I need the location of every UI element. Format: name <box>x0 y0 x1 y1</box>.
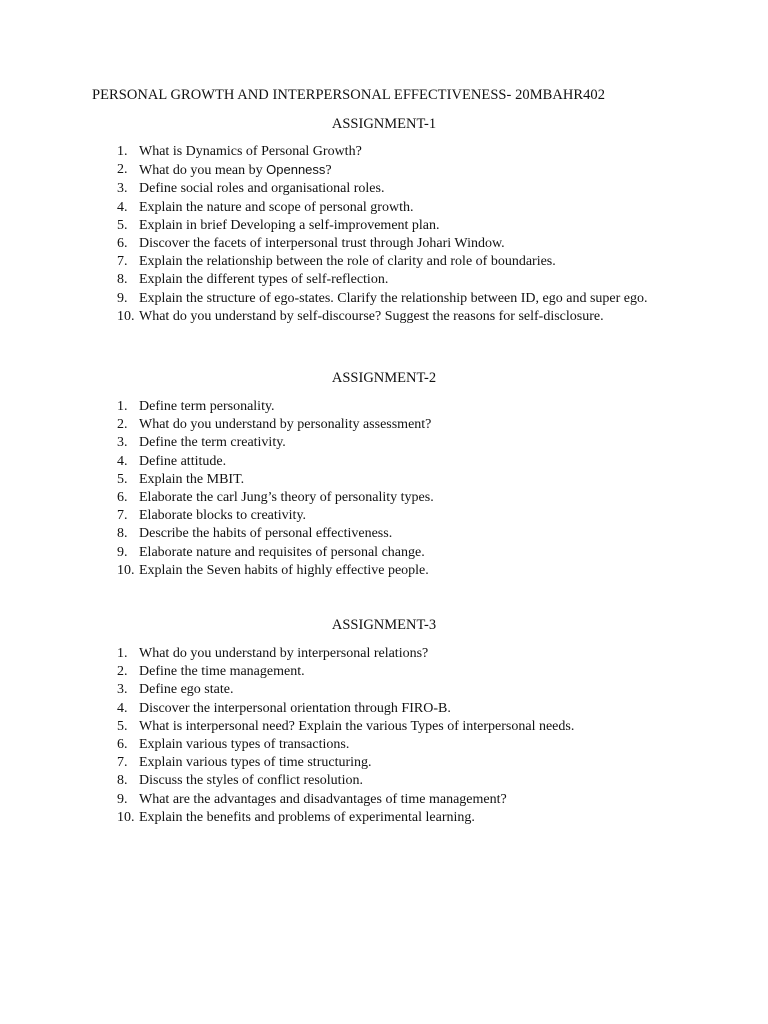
question-text: Discuss the styles of conflict resolution. <box>139 773 363 789</box>
question-item <box>111 308 681 326</box>
question-text: Define attitude. <box>139 453 227 469</box>
question-number: 5. <box>117 718 128 734</box>
question-text: Explain the Seven habits of highly effective people. <box>139 562 429 578</box>
question-text: Elaborate blocks to creativity. <box>139 508 307 524</box>
question-item <box>111 544 681 562</box>
question-text: What are the advantages and disadvantages of time management? <box>139 791 507 807</box>
question-number: 6. <box>117 490 128 506</box>
question-item <box>111 645 681 663</box>
question-number: 4. <box>117 700 128 716</box>
question-number: 8. <box>117 773 128 789</box>
question-item <box>111 525 681 543</box>
question-item <box>111 791 681 809</box>
assignment-3-question-list <box>111 645 681 827</box>
question-number: 2. <box>117 417 128 433</box>
question-text: Elaborate nature and requisites of personal change. <box>139 544 425 560</box>
question-number: 8. <box>117 272 128 288</box>
question-item <box>111 562 681 580</box>
question-number: 1. <box>117 144 128 159</box>
question-text: Define the term creativity. <box>139 435 286 451</box>
question-number: 9. <box>117 791 128 807</box>
question-number: 7. <box>117 755 128 771</box>
question-text: What do you understand by interpersonal relations? <box>139 646 429 661</box>
question-number: 10. <box>117 308 135 324</box>
question-text: Describe the habits of personal effectiveness. <box>139 526 393 542</box>
question-number: 5. <box>117 471 128 487</box>
question-text: What is Dynamics of Personal Growth? <box>139 144 362 159</box>
question-text: Discover the interpersonal orientation through FIRO-B. <box>139 700 451 716</box>
question-number: 2. <box>117 664 128 680</box>
question-text: Define term personality. <box>139 399 275 414</box>
question-text: Define the time management. <box>139 664 305 680</box>
question-number: 6. <box>117 236 128 252</box>
question-text: Define social roles and organisational roles. <box>139 181 385 197</box>
question-text: What do you mean by Openness? <box>139 162 332 179</box>
question-item <box>111 489 681 507</box>
question-text: Define ego state. <box>139 682 234 698</box>
question-number: 10. <box>117 809 135 825</box>
question-number: 6. <box>117 737 128 753</box>
question-item <box>111 398 681 416</box>
question-item <box>111 718 681 736</box>
question-item <box>111 507 681 525</box>
question-item <box>111 809 681 827</box>
question-item <box>111 736 681 754</box>
assignment-1-question-list <box>111 143 681 326</box>
question-item <box>111 143 681 161</box>
question-number: 7. <box>117 508 128 524</box>
question-text: Explain various types of time structuring. <box>139 755 372 771</box>
question-item <box>111 180 681 198</box>
question-number: 4. <box>117 199 128 215</box>
question-number: 3. <box>117 435 128 451</box>
question-number: 4. <box>117 453 128 469</box>
assignment-1-heading: ASSIGNMENT-1 <box>331 116 437 132</box>
assignment-2-heading: ASSIGNMENT-2 <box>331 370 437 386</box>
question-number: 1. <box>117 399 128 414</box>
question-number: 5. <box>117 217 128 233</box>
document-title: PERSONAL GROWTH AND INTERPERSONAL EFFECTIVENESS- 20MBAHR402 <box>92 87 606 103</box>
question-text: Explain the MBIT. <box>139 471 245 487</box>
question-number: 8. <box>117 526 128 542</box>
question-item <box>111 161 681 180</box>
question-text: Explain various types of transactions. <box>139 737 350 753</box>
question-text: Elaborate the carl Jung’s theory of personality types. <box>139 490 434 506</box>
question-text: Explain the benefits and problems of experimental learning. <box>139 809 475 825</box>
question-number: 9. <box>117 290 128 306</box>
question-item <box>111 290 681 308</box>
question-number: 1. <box>117 646 128 661</box>
question-item <box>111 681 681 699</box>
question-text: Explain the structure of ego-states. Clarify the relationship between ID, ego and super ego. <box>139 290 648 306</box>
question-item <box>111 663 681 681</box>
question-number: 3. <box>117 682 128 698</box>
question-number: 9. <box>117 544 128 560</box>
question-number: 2. <box>117 162 128 178</box>
question-number: 3. <box>117 181 128 197</box>
question-number: 10. <box>117 562 135 578</box>
question-text: What do you understand by self-discourse? Suggest the reasons for self-disclosure. <box>139 308 604 324</box>
question-item <box>111 416 681 434</box>
assignment-2-question-list <box>111 398 681 580</box>
question-text: What is interpersonal need? Explain the various Types of interpersonal needs. <box>139 718 575 734</box>
question-text: Explain the different types of self-reflection. <box>139 272 389 288</box>
question-text: Explain the nature and scope of personal growth. <box>139 199 414 215</box>
question-item <box>111 253 681 271</box>
question-item <box>111 199 681 217</box>
question-text: Explain in brief Developing a self-improvement plan. <box>139 217 440 233</box>
question-text: Discover the facets of interpersonal trust through Johari Window. <box>139 236 505 252</box>
question-item <box>111 271 681 289</box>
question-item <box>111 700 681 718</box>
question-item <box>111 754 681 772</box>
question-item <box>111 471 681 489</box>
assignment-3-heading: ASSIGNMENT-3 <box>331 617 437 633</box>
question-number: 7. <box>117 254 128 270</box>
question-item <box>111 235 681 253</box>
question-item <box>111 217 681 235</box>
question-text: Explain the relationship between the role of clarity and role of boundaries. <box>139 254 556 270</box>
question-text: What do you understand by personality assessment? <box>139 417 432 433</box>
question-item <box>111 772 681 790</box>
question-item <box>111 453 681 471</box>
question-item <box>111 434 681 452</box>
